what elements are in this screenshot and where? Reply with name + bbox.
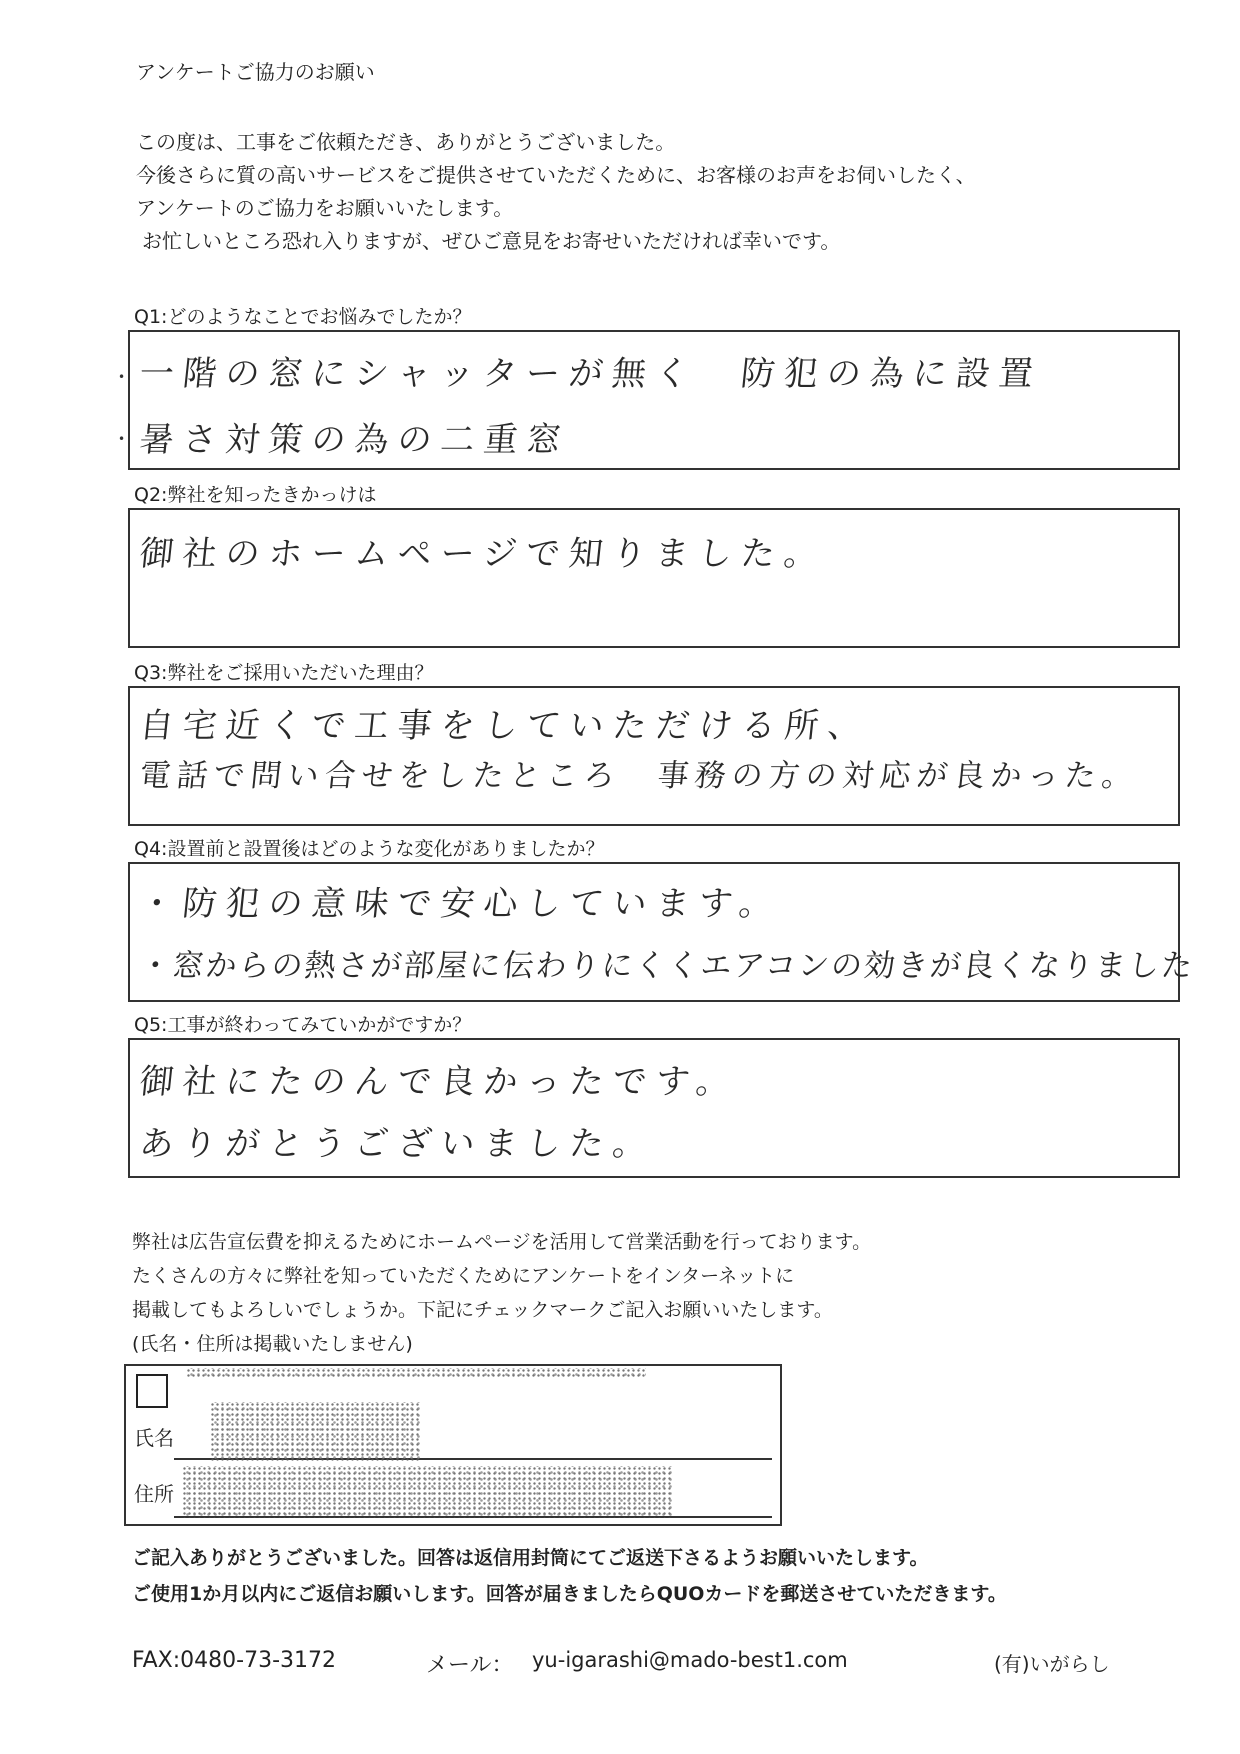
question-5-answer-line: ありがとうございました。 <box>137 1124 658 1164</box>
question-5-label: Q5:工事が終わってみていかがですか？ <box>134 1014 472 1036</box>
consent-line: 掲載してもよろしいでしょうか。下記にチェックマークご記入お願いいたします。 <box>132 1299 833 1321</box>
page-title: アンケートご協力のお願い <box>136 60 375 84</box>
question-1-answer-box[interactable] <box>128 330 1180 470</box>
question-2-answer-line: 御社のホームページで知りました。 <box>137 534 830 574</box>
redacted-address <box>182 1466 672 1518</box>
redacted-area <box>186 1368 646 1378</box>
question-2-label: Q2:弊社を知ったきかっけは <box>134 484 377 506</box>
consent-text <box>132 1225 871 1361</box>
email-address[interactable]: yu-igarashi@mado-best1.com <box>532 1648 848 1672</box>
closing-text <box>132 1540 1007 1612</box>
question-1-answer-line: 暑さ対策の為の二重窓 <box>137 420 572 460</box>
question-3-answer-line: 自宅近くで工事をしていただける所、 <box>137 706 873 746</box>
consent-line: (氏名・住所は掲載いたしません) <box>132 1333 413 1355</box>
intro-line: お忙しいところ恐れ入りますが、ぜひご意見をお寄せいただければ幸いです。 <box>142 229 841 253</box>
name-label: 氏名 <box>134 1426 174 1450</box>
question-4-answer-box[interactable] <box>128 862 1196 1002</box>
intro-line: アンケートのご協力をお願いいたします。 <box>136 196 514 220</box>
address-label: 住所 <box>134 1482 174 1506</box>
closing-line: ご記入ありがとうございました。回答は返信用封筒にてご返送下さるようお願いいたします。 <box>132 1547 929 1569</box>
margin-dot: • <box>118 432 126 446</box>
mail-label: メール： <box>426 1653 514 1678</box>
consent-line: たくさんの方々に弊社を知っていただくためにアンケートをインターネットに <box>132 1265 795 1287</box>
consent-line: 弊社は広告宣伝費を抑えるためにホームページを活用して営業活動を行っております。 <box>132 1231 872 1253</box>
company-name: (有)いがらし <box>994 1652 1110 1676</box>
question-3-answer-box[interactable] <box>128 686 1180 826</box>
question-1-label: Q1:どのようなことでお悩みでしたか？ <box>134 306 472 328</box>
question-3-answer-line: 電話で問い合せをしたところ 事務の方の対応が良かった。 <box>137 758 1141 794</box>
question-3-label: Q3:弊社をご採用いただいた理由？ <box>134 662 434 684</box>
question-1-answer-line: 一階の窓にシャッターが無く 防犯の為に設置 <box>137 354 1045 394</box>
intro-line: この度は、工事をご依頼ただき、ありがとうございました。 <box>136 130 676 154</box>
customer-info-box <box>124 1364 782 1526</box>
question-4-answer-line: ・窓からの熱さが部屋に伝わりにくくエアコンの効きが良くなりました <box>137 948 1196 984</box>
fax-number: FAX:0480-73-3172 <box>132 1648 337 1673</box>
question-4-answer-line: ・防犯の意味で安心しています。 <box>137 884 785 924</box>
margin-dot: • <box>118 370 126 384</box>
intro-line: 今後さらに質の高いサービスをご提供させていただくために、お客様のお声をお伺いしたく、 <box>136 163 976 187</box>
publish-consent-checkbox[interactable] <box>136 1374 168 1408</box>
question-2-answer-box[interactable] <box>128 508 1180 648</box>
question-4-label: Q4:設置前と設置後はどのような変化がありましたか？ <box>134 838 605 860</box>
intro-text <box>136 126 976 258</box>
question-5-answer-line: 御社にたのんで良かったです。 <box>137 1062 742 1102</box>
redacted-name <box>210 1402 420 1462</box>
question-5-answer-box[interactable] <box>128 1038 1180 1178</box>
closing-line: ご使用1か月以内にご返信お願いします。回答が届きましたらQUOカードを郵送させていただきます。 <box>132 1583 1007 1605</box>
